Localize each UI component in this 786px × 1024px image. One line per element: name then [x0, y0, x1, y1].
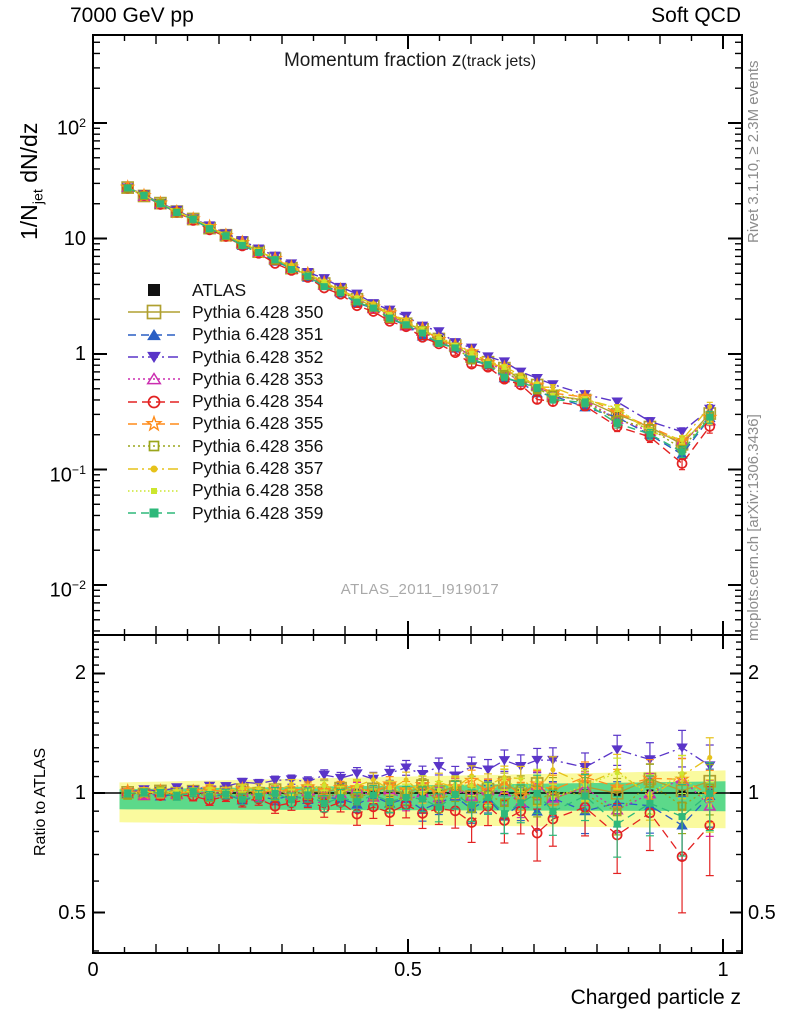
x-tick-label: 1	[717, 959, 729, 981]
square-marker	[370, 792, 377, 799]
square-marker	[386, 798, 393, 805]
square-marker	[517, 379, 524, 386]
x-tick-label: 0.5	[394, 959, 422, 981]
legend-item-label: Pythia 6.428 357	[192, 458, 324, 479]
square-marker	[124, 184, 131, 191]
square-marker	[272, 256, 279, 263]
square-marker	[173, 209, 180, 216]
square-marker	[124, 790, 131, 797]
legend-swatch-square-small	[126, 482, 182, 500]
square-marker	[190, 216, 197, 223]
legend-swatch-square	[126, 504, 182, 522]
square-marker	[403, 794, 410, 801]
legend-item-label: Pythia 6.428 354	[192, 391, 324, 412]
plot-title	[170, 50, 650, 72]
legend-swatch-star-open	[126, 415, 182, 433]
dot-marker	[707, 404, 712, 409]
ratio-y-axis-label: Ratio to ATLAS	[32, 747, 49, 856]
ratio-y-tick-label-right: 0.5	[748, 901, 776, 924]
square-small-marker	[502, 365, 506, 369]
square-marker	[337, 289, 344, 296]
square-marker	[452, 791, 459, 798]
x-tick-label: 0	[87, 959, 99, 981]
square-marker	[501, 374, 508, 381]
square-small-marker	[322, 784, 326, 788]
square-marker	[222, 790, 229, 797]
legend-item	[126, 435, 323, 457]
square-marker	[419, 330, 426, 337]
legend-swatch-triangle-up-open	[126, 370, 182, 388]
triangle-down-marker	[499, 756, 511, 765]
plot-title-main: Momentum fraction z	[283, 50, 462, 71]
main-y-tick-label: $10^2$	[56, 116, 86, 140]
star-open-marker	[147, 417, 161, 430]
legend-item-label: Pythia 6.428 355	[192, 413, 324, 434]
legend-item-label: ATLAS	[192, 279, 247, 300]
legend-swatch-square	[126, 281, 182, 299]
square-marker	[157, 200, 164, 207]
square-marker	[148, 284, 160, 296]
triangle-down-marker	[611, 745, 623, 754]
square-marker	[288, 266, 295, 273]
triangle-down-marker	[433, 762, 445, 771]
square-small-marker	[470, 351, 474, 355]
process-group-label: Soft QCD	[651, 4, 741, 27]
legend-item	[126, 413, 323, 435]
square-marker	[419, 795, 426, 802]
dot-marker	[404, 777, 409, 782]
square-small-marker	[437, 788, 441, 792]
square-marker	[614, 821, 621, 828]
square-marker	[222, 232, 229, 239]
square-small-marker	[355, 784, 359, 788]
square-marker	[141, 789, 148, 796]
square-marker	[468, 801, 475, 808]
square-small-marker	[615, 771, 619, 775]
square-marker	[304, 791, 311, 798]
legend-item	[126, 324, 323, 346]
square-marker	[517, 799, 524, 806]
square-marker	[582, 792, 589, 799]
square-marker	[141, 192, 148, 199]
legend-item-label: Pythia 6.428 350	[192, 301, 324, 322]
ratio-y-tick-label-right: 2	[748, 662, 760, 685]
square-marker	[190, 789, 197, 796]
square-small-marker	[420, 781, 424, 785]
legend-swatch-triangle-down	[126, 348, 182, 366]
legend-item-label: Pythia 6.428 351	[192, 324, 324, 345]
square-marker	[435, 340, 442, 347]
square-marker	[239, 242, 246, 249]
square-marker	[321, 800, 328, 807]
analysis-id-watermark: ATLAS_2011_I919017	[340, 581, 500, 598]
square-marker	[468, 356, 475, 363]
legend-item	[126, 480, 323, 502]
square-marker	[255, 249, 262, 256]
square-marker	[646, 431, 653, 438]
square-small-marker	[388, 786, 392, 790]
square-marker	[353, 798, 360, 805]
main-y-tick-label: $10^{-2}$	[49, 578, 86, 602]
square-marker	[549, 808, 556, 815]
legend-item-label: Pythia 6.428 358	[192, 480, 324, 501]
triangle-down-marker	[351, 769, 363, 778]
square-marker	[370, 305, 377, 312]
main-y-axis-label: $1/N_{jet}$ dN/dz	[16, 122, 47, 240]
dot-marker	[550, 385, 555, 390]
legend	[126, 279, 323, 524]
square-marker	[534, 790, 541, 797]
square-marker	[386, 315, 393, 322]
dot-marker	[151, 465, 158, 472]
legend-swatch-square-open	[126, 303, 182, 321]
square-marker	[206, 225, 213, 232]
ratio-y-tick-label: 2	[74, 662, 86, 685]
square-marker	[239, 796, 246, 803]
legend-item	[126, 346, 323, 368]
dot-marker	[289, 782, 294, 787]
square-marker	[157, 790, 164, 797]
square-marker	[485, 794, 492, 801]
legend-item-label: Pythia 6.428 352	[192, 346, 324, 367]
legend-item	[126, 457, 323, 479]
square-marker	[582, 399, 589, 406]
square-marker	[272, 790, 279, 797]
square-marker	[549, 396, 556, 403]
ratio-y-tick-label-right: 1	[748, 782, 760, 804]
square-small-marker	[502, 777, 506, 781]
square-marker	[173, 793, 180, 800]
legend-item-label: Pythia 6.428 356	[192, 435, 324, 456]
legend-swatch-triangle-up	[126, 326, 182, 344]
square-marker	[679, 813, 686, 820]
beam-energy-label: 7000 GeV pp	[70, 4, 194, 27]
square-marker	[534, 384, 541, 391]
mcplots-attribution-note: mcplots.cern.ch [arXiv:1306.3436]	[745, 414, 762, 641]
triangle-down-marker	[676, 743, 688, 752]
square-marker	[353, 299, 360, 306]
legend-item-label: Pythia 6.428 359	[192, 502, 324, 523]
main-y-tick-label: 1	[74, 343, 86, 365]
square-marker	[403, 321, 410, 328]
square-marker	[706, 790, 713, 797]
square-marker	[435, 804, 442, 811]
legend-item	[126, 390, 323, 412]
legend-item	[126, 301, 323, 323]
ratio-y-tick-label: 1	[74, 782, 86, 804]
rivet-version-note: Rivet 3.1.10, ≥ 2.3M events	[745, 60, 762, 243]
main-y-tick-label: $10^{-1}$	[49, 462, 86, 487]
square-small-marker	[240, 786, 244, 790]
square-marker	[646, 800, 653, 807]
square-marker	[485, 361, 492, 368]
square-marker	[288, 796, 295, 803]
legend-swatch-circle-open	[126, 393, 182, 411]
square-marker	[255, 793, 262, 800]
square-small-marker	[151, 488, 157, 494]
triangle-down-marker	[400, 763, 412, 772]
square-marker	[706, 414, 713, 421]
square-small-marker	[470, 784, 474, 788]
square-small-marker	[680, 437, 684, 441]
square-marker	[206, 793, 213, 800]
square-marker	[679, 448, 686, 455]
ratio-y-tick-label: 0.5	[58, 901, 86, 924]
legend-item-label: Pythia 6.428 353	[192, 368, 324, 389]
legend-item	[126, 368, 323, 390]
dot-marker	[371, 777, 376, 782]
dot-marker	[707, 755, 712, 760]
square-small-marker	[437, 336, 441, 340]
legend-swatch-dot	[126, 460, 182, 478]
legend-item	[126, 502, 323, 524]
square-marker	[150, 509, 159, 518]
legend-swatch-square-open	[126, 437, 182, 455]
dot-marker	[550, 767, 555, 772]
square-small-marker	[680, 771, 684, 775]
x-axis-label: Charged particle z	[570, 986, 741, 1009]
main-y-tick-label: 10	[63, 227, 86, 250]
square-marker	[337, 794, 344, 801]
square-marker	[452, 344, 459, 351]
square-marker	[501, 810, 508, 817]
square-marker	[614, 420, 621, 427]
plot-title-qualifier: (track jets)	[461, 53, 537, 70]
square-small-marker	[615, 407, 619, 411]
legend-item-atlas	[126, 279, 323, 301]
